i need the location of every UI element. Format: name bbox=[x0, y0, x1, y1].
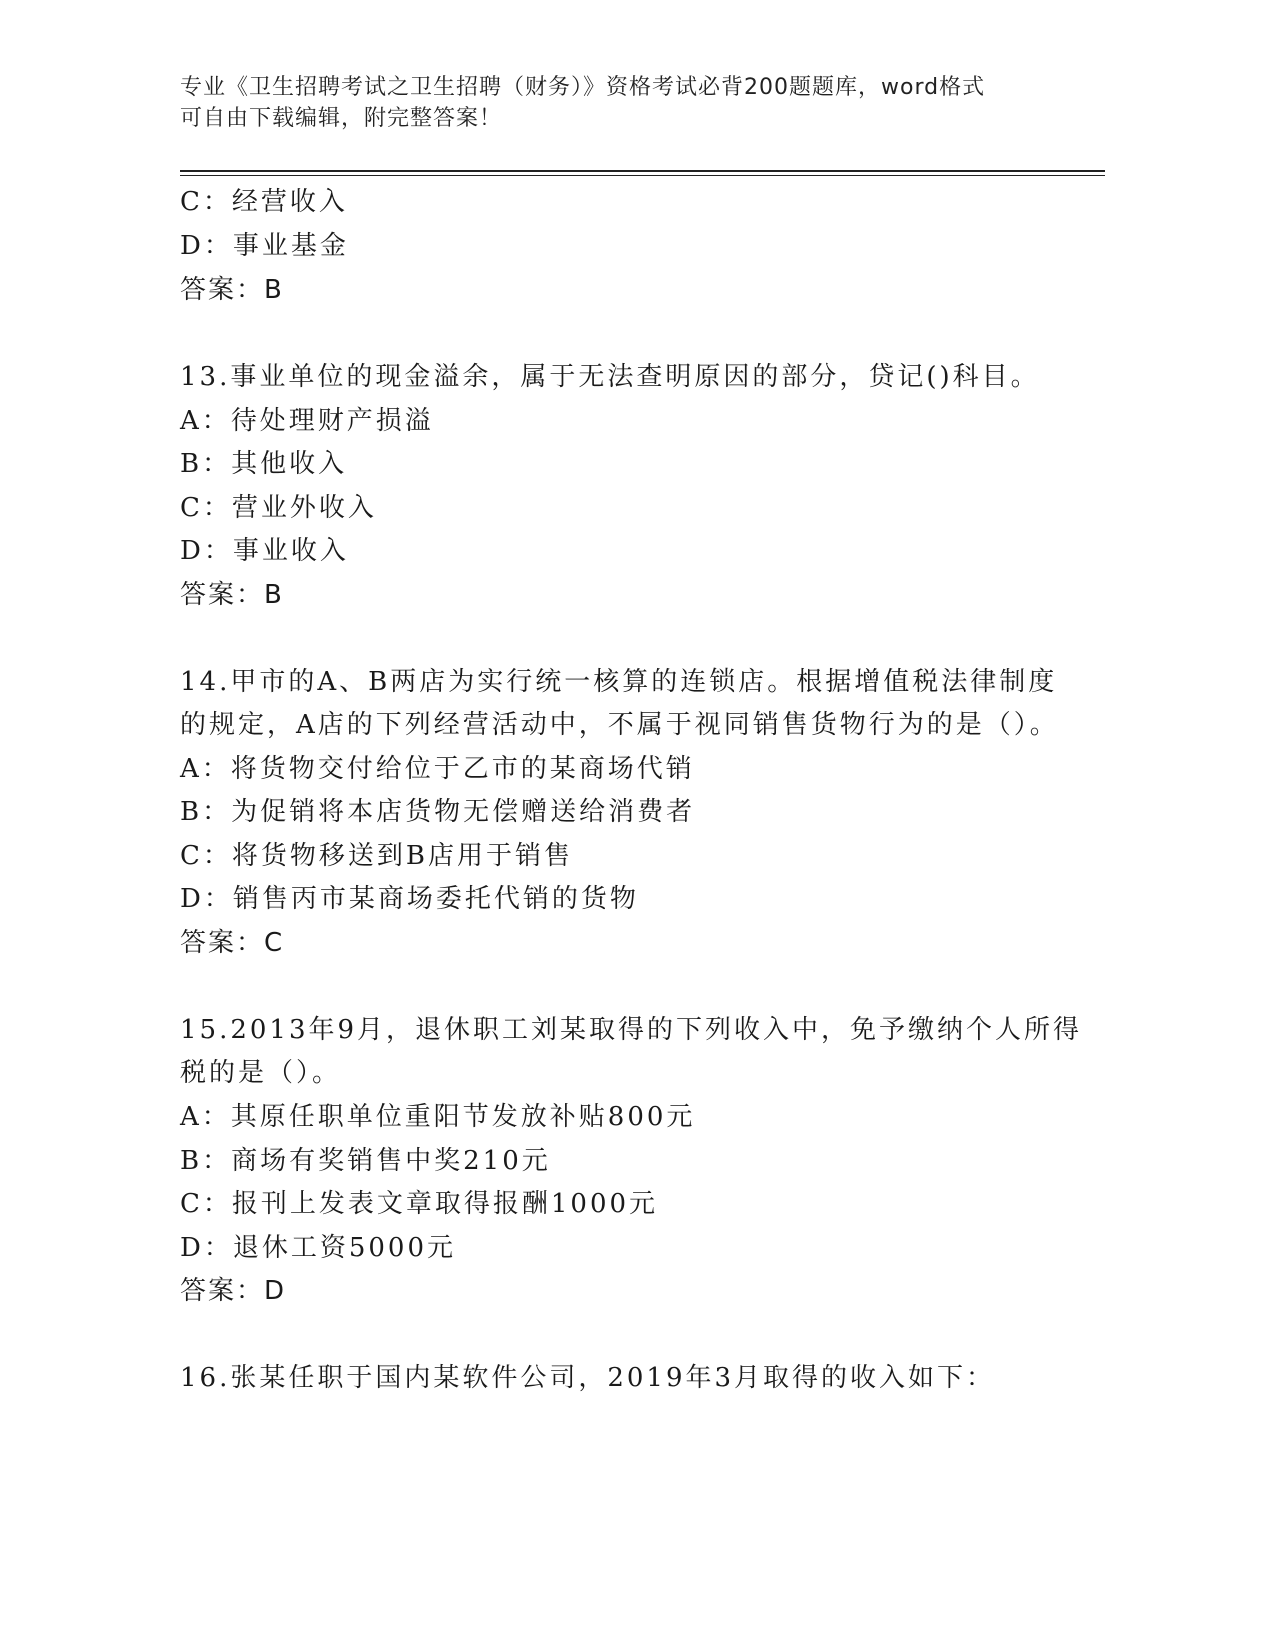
q15-option-a: A：其原任职单位重阳节发放补贴800元 bbox=[180, 1102, 696, 1132]
q15-stem-line-2: 税的是（）。 bbox=[180, 1058, 342, 1088]
q14-option-c: C：将货物移送到B店用于销售 bbox=[180, 841, 574, 871]
q13-option-c: C：营业外收入 bbox=[180, 493, 377, 523]
q13-answer: 答案：B bbox=[180, 580, 284, 610]
header-divider-thin bbox=[180, 175, 1105, 176]
q15-answer: 答案：D bbox=[180, 1276, 287, 1306]
q13-option-a: A：待处理财产损溢 bbox=[180, 406, 434, 436]
q13-option-d: D：事业收入 bbox=[180, 536, 349, 566]
q14-stem-line-2: 的规定，A店的下列经营活动中，不属于视同销售货物行为的是（）。 bbox=[180, 710, 1059, 740]
q15-option-c: C：报刊上发表文章取得报酬1000元 bbox=[180, 1189, 659, 1219]
header-title-line-2: 可自由下载编辑，附完整答案！ bbox=[180, 106, 503, 131]
q14-option-d: D：销售丙市某商场委托代销的货物 bbox=[180, 884, 639, 914]
q14-answer: 答案：C bbox=[180, 928, 285, 958]
q12-option-c: C：经营收入 bbox=[180, 187, 348, 217]
header-title-line-1: 专业《卫生招聘考试之卫生招聘（财务）》资格考试必背200题题库，word格式 bbox=[180, 75, 986, 100]
q12-answer: 答案：B bbox=[180, 275, 284, 305]
q13-option-b: B：其他收入 bbox=[180, 449, 348, 479]
q14-option-b: B：为促销将本店货物无偿赠送给消费者 bbox=[180, 797, 696, 827]
q16-stem: 16.张某任职于国内某软件公司，2019年3月取得的收入如下： bbox=[180, 1363, 996, 1393]
q14-stem-line-1: 14.甲市的A、B两店为实行统一核算的连锁店。根据增值税法律制度 bbox=[180, 667, 1058, 697]
q15-stem-line-1: 15.2013年9月，退休职工刘某取得的下列收入中，免予缴纳个人所得 bbox=[180, 1015, 1083, 1045]
q13-stem: 13.事业单位的现金溢余，属于无法查明原因的部分，贷记()科目。 bbox=[180, 362, 1040, 392]
q14-option-a: A：将货物交付给位于乙市的某商场代销 bbox=[180, 754, 695, 784]
document-header bbox=[180, 72, 1060, 134]
q15-option-b: B：商场有奖销售中奖210元 bbox=[180, 1146, 551, 1176]
q15-option-d: D：退休工资5000元 bbox=[180, 1233, 457, 1263]
header-divider-thick bbox=[180, 170, 1105, 172]
q12-option-d: D：事业基金 bbox=[180, 231, 349, 261]
